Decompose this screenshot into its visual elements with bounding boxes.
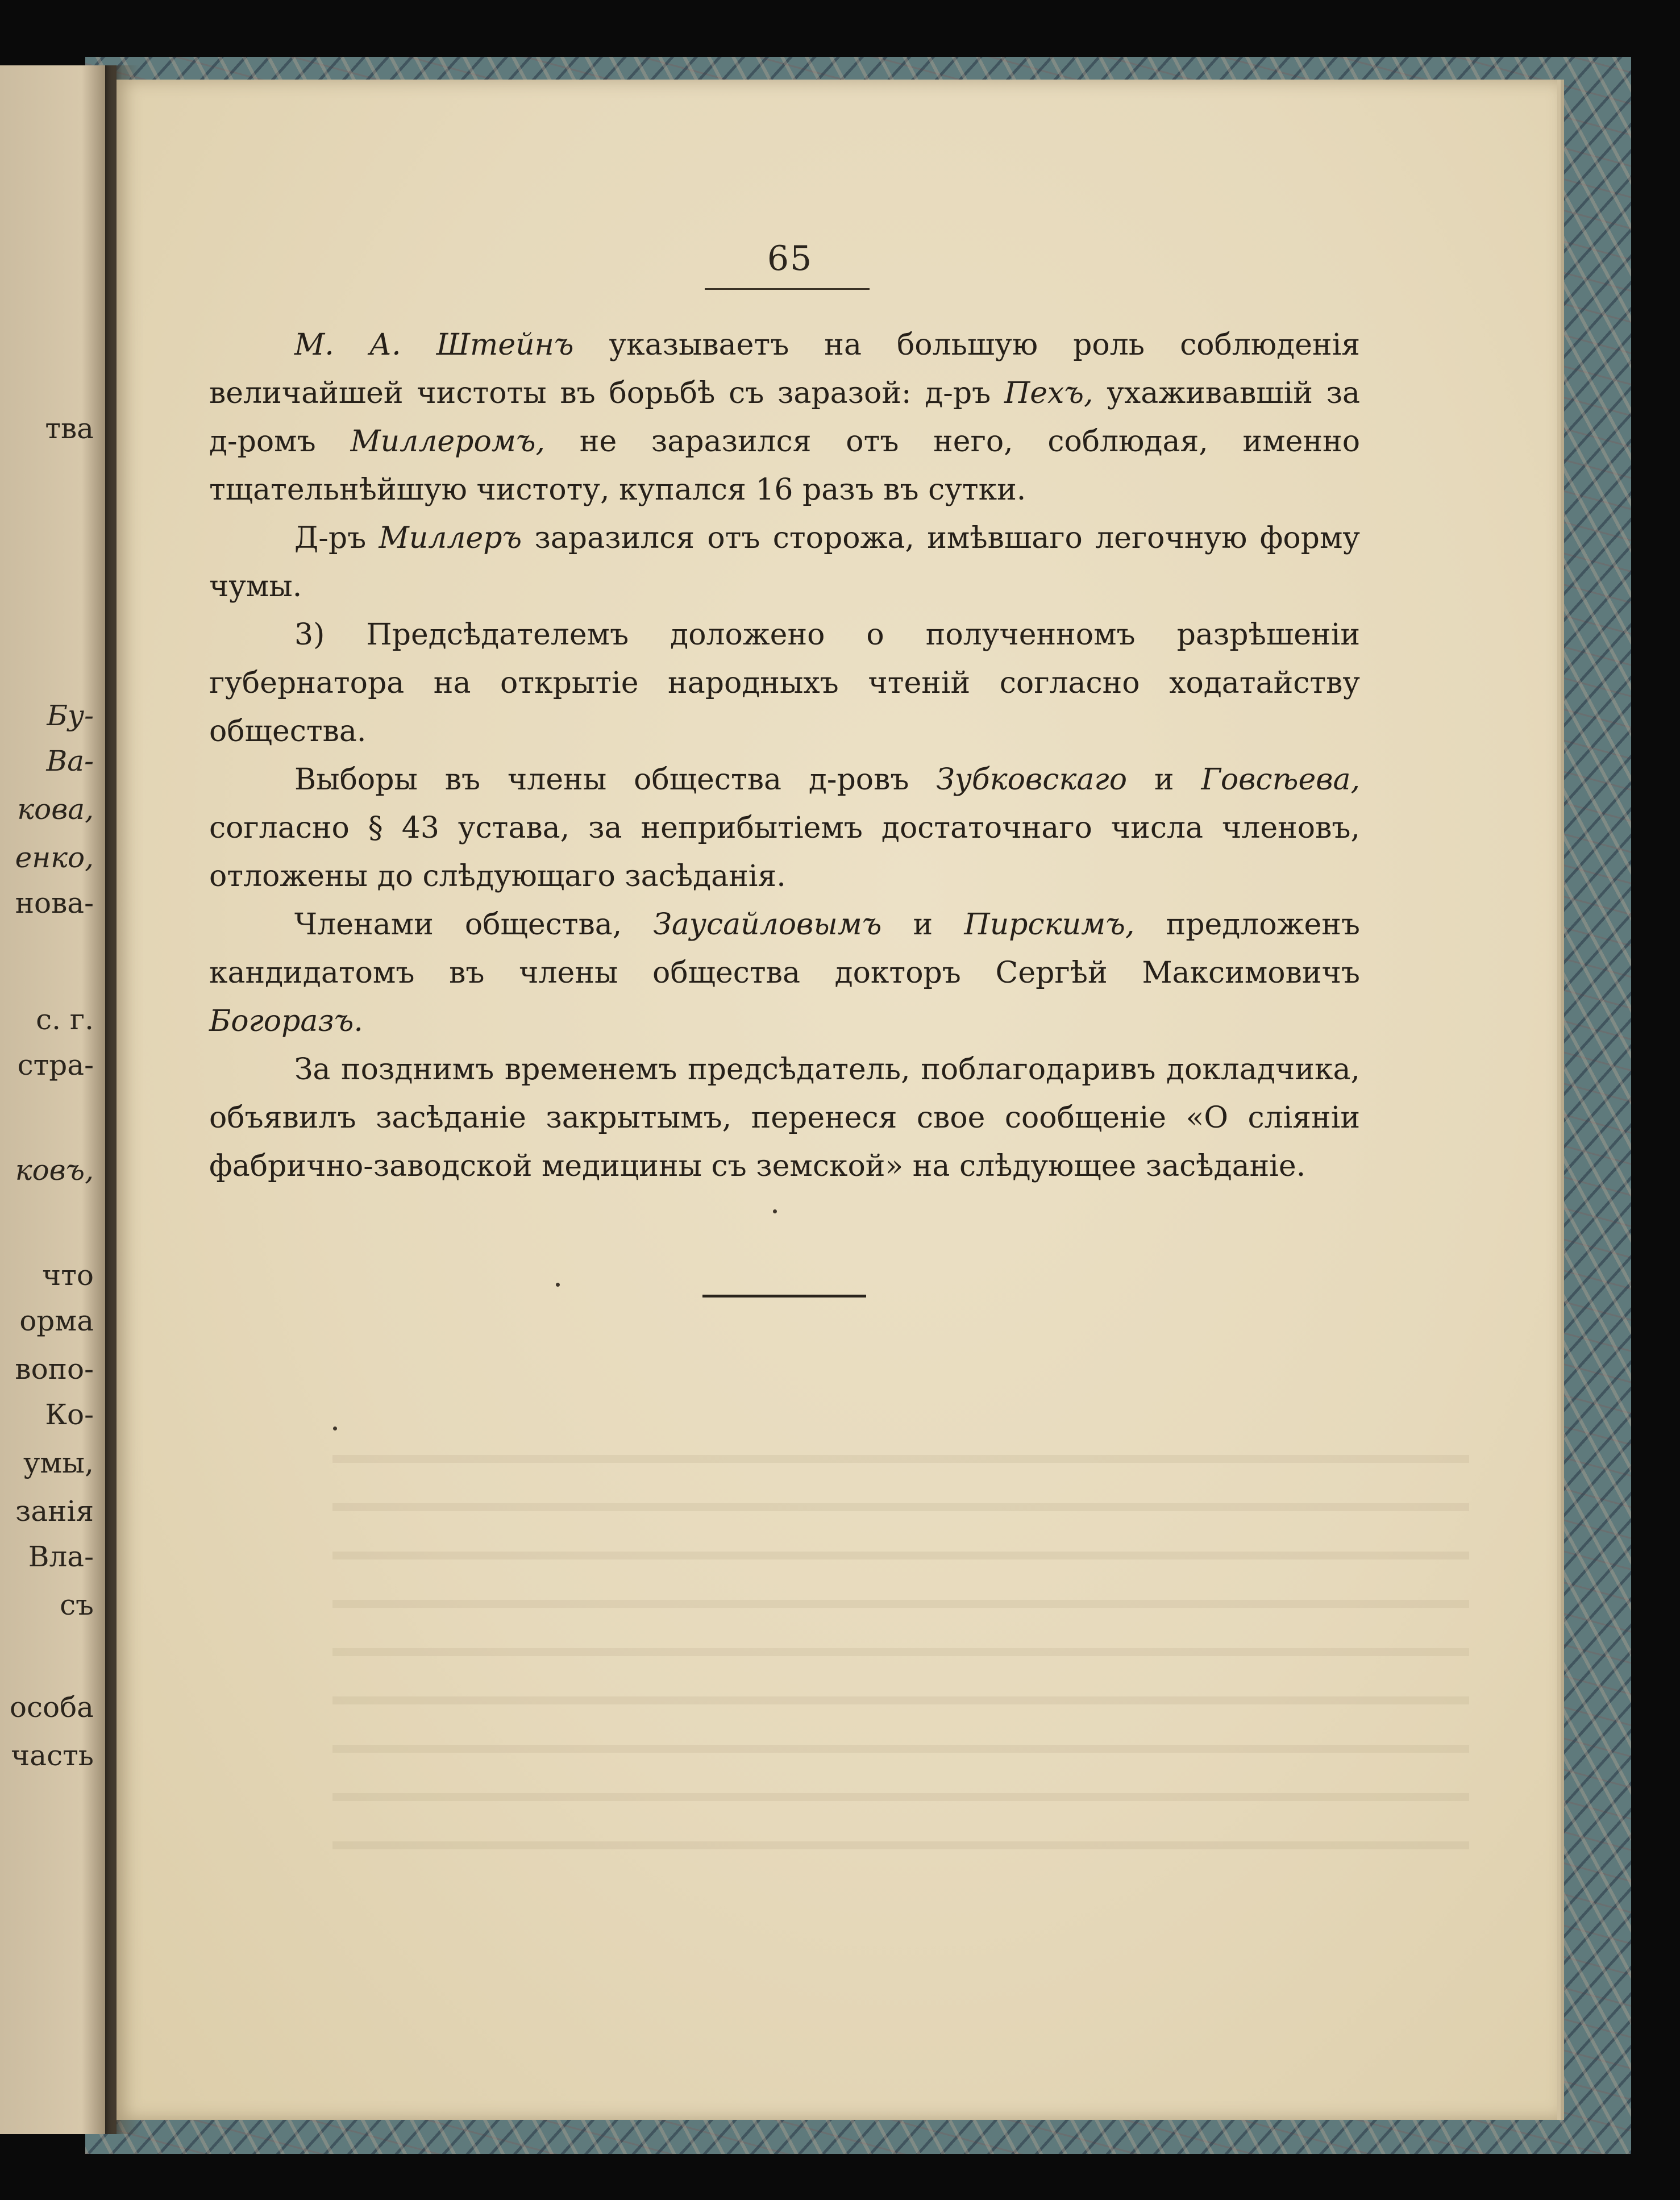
italic-name: Пехъ, — [1004, 376, 1093, 410]
body-text — [209, 321, 1360, 1191]
left-page-fragment: орма — [19, 1304, 94, 1337]
left-page-fragment: нова- — [15, 887, 94, 920]
left-page-fragment: Бу- — [47, 699, 94, 732]
left-page-fragment: вопо- — [15, 1353, 94, 1386]
text-run: 3) Предсѣдателемъ доложено о полученномъ разрѣшеніи губернатора на открытіе народныхъ чтеній согласно ходатайству общества. — [209, 618, 1360, 748]
left-page-fragment: кова, — [17, 793, 94, 826]
text-run: Выборы въ члены общества д-ровъ — [294, 763, 937, 797]
left-page-fragment: занія — [15, 1495, 94, 1528]
left-page-fragment: Вла- — [28, 1540, 94, 1573]
paragraph — [209, 756, 1360, 901]
italic-name: Пирскимъ, — [964, 908, 1135, 942]
italic-name: Миллеромъ, — [350, 425, 546, 459]
text-run: и — [881, 908, 964, 942]
italic-name: Говсѣева, — [1201, 763, 1361, 797]
text-run: и — [1127, 763, 1201, 797]
left-page-fragment: стра- — [17, 1049, 94, 1082]
left-page-fragment: съ — [60, 1588, 94, 1621]
left-page-fragment: тва — [45, 412, 94, 445]
paragraph — [209, 514, 1360, 611]
text-run: ухаживавшій за д-ромъ — [209, 376, 1360, 459]
text-run: предложенъ кандидатомъ въ члены общества докторъ Сергѣй Максимовичъ — [209, 908, 1360, 990]
italic-name: Богоразъ. — [209, 1004, 363, 1038]
left-page-fragment: особа — [9, 1691, 94, 1724]
text-run: За позднимъ временемъ предсѣдатель, поблагодаривъ докладчика, объявилъ засѣданіе закрытымъ, перенеся свое сообщеніе «О сліяніи фабрично-заводской медицины съ земской» на слѣдующее засѣданіе. — [209, 1053, 1360, 1183]
left-page-fragment: часть — [11, 1739, 94, 1772]
left-facing-page — [0, 65, 117, 2134]
page-number-rule — [705, 288, 870, 290]
paper-speck — [556, 1283, 560, 1287]
paragraph — [209, 1046, 1360, 1191]
left-page-fragment: с. г. — [36, 1003, 94, 1036]
text-run: указываетъ на большую роль соблюденія величайшей чистоты въ борьбѣ съ заразой: д-ръ — [209, 328, 1361, 410]
text-run: Членами общества, — [294, 908, 654, 942]
italic-name: Заусайловымъ — [653, 908, 882, 942]
italic-name: М. А. Штейнъ — [294, 328, 574, 362]
paragraph — [209, 901, 1360, 1046]
italic-name: Зубковскаго — [936, 763, 1128, 797]
left-page-fragment: умы, — [23, 1446, 94, 1479]
text-run: согласно § 43 устава, за неприбытіемъ достаточнаго числа членовъ, отложены до слѣдующаго засѣданія. — [209, 811, 1360, 893]
left-page-fragment: енко, — [15, 841, 94, 874]
paragraph — [209, 611, 1360, 756]
text-run: не заразился отъ него, соблюдая, именно тщательнѣйшую чистоту, купался 16 разъ въ сутки. — [209, 425, 1360, 507]
text-run: Д-ръ — [294, 521, 379, 555]
end-rule — [702, 1295, 866, 1297]
paper-speck — [773, 1209, 777, 1213]
left-page-fragment: Ко- — [45, 1398, 94, 1431]
left-page-fragment: Ва- — [46, 745, 94, 777]
page-number: 65 — [767, 239, 813, 278]
text-run: заразился отъ сторожа, имѣвшаго легочную форму чумы. — [209, 521, 1361, 604]
italic-name: Миллеръ — [379, 521, 522, 555]
paper-speck — [333, 1427, 337, 1430]
left-page-fragment: ковъ, — [15, 1154, 94, 1187]
paragraph — [209, 321, 1360, 514]
left-page-fragment: что — [42, 1259, 94, 1292]
